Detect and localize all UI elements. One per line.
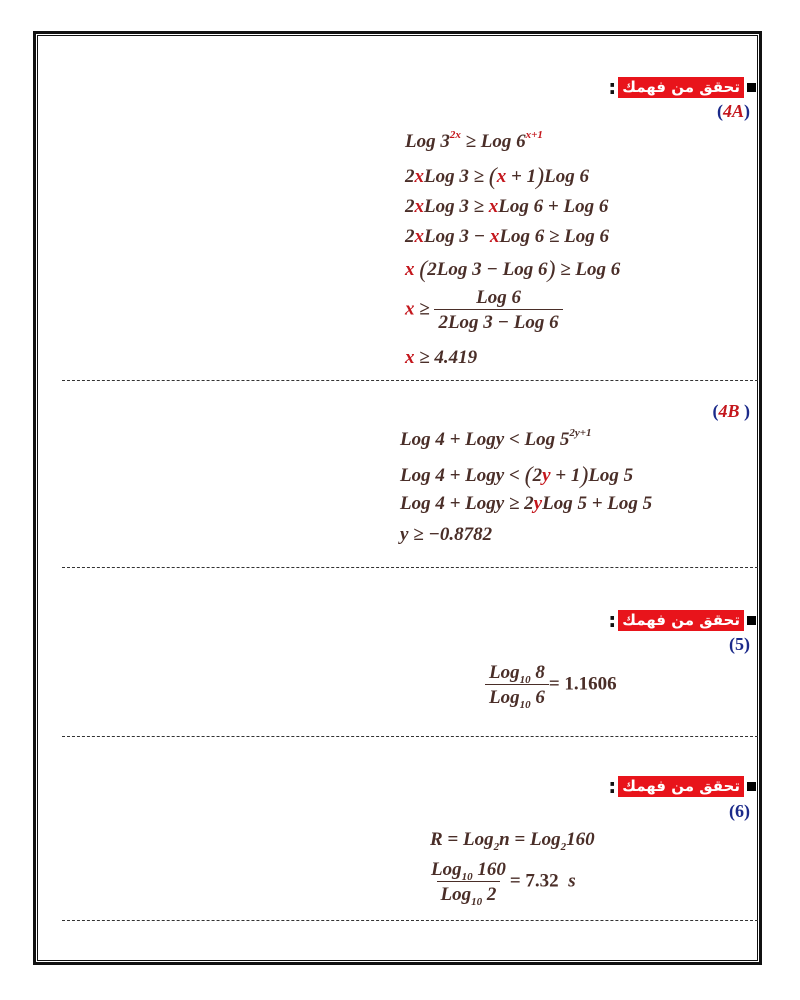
fraction: $\frac{\text{Log 6}}{\text{2Log 3 − Log 6}}$ (434, 288, 562, 332)
square-bullet-icon (747, 83, 756, 92)
section-divider (62, 380, 758, 381)
eq-4a-line6: x ≥ $\frac{\text{Log 6}}{\text{2Log 3 − Log 6}}$ (405, 288, 563, 332)
problem-number-4a: (4A) (716, 101, 750, 121)
eq-6-line2: $\frac{Log_{10} 160}{Log_{10} 2}$ = 7.32 s (427, 860, 576, 904)
section-divider (62, 736, 758, 737)
check-understanding-header-1 (608, 75, 756, 99)
header-colon: : (608, 75, 617, 99)
eq-4a-line7: x ≥ 4.419 (405, 347, 478, 368)
eq-4b-line4: y ≥ −0.8782 (400, 524, 493, 545)
problem-number-6: (6) (729, 801, 750, 821)
eq-4b-line1: Log 4 + Logy < Log $5^{2y+1}$ (400, 427, 592, 450)
fraction: $\frac{Log_{10} 160}{Log_{10} 2}$ (431, 859, 506, 908)
square-bullet-icon (747, 782, 756, 791)
fraction: $\frac{Log_{10} 8}{Log_{10} 6}$ (485, 663, 549, 707)
check-understanding-header-2: : تحقق من فهمك (608, 608, 756, 632)
eq-4a-line2: 2xLog 3 ≥ (x + 1)Log 6 (405, 164, 589, 190)
eq-4b-line2: Log 4 + Logy < (2y + 1)Log 5 (400, 463, 634, 489)
eq-4a-line4: 2xLog 3 − xLog 6 ≥ Log 6 (405, 226, 610, 247)
section-divider (62, 567, 758, 568)
eq-4a-line5: x (2Log 3 − Log 6) ≥ Log 6 (405, 257, 621, 283)
eq-6-line1: R = Log$_2$n = Log$_2$160 (430, 829, 595, 853)
square-bullet-icon (747, 616, 756, 625)
problem-number-5: (5) (729, 634, 750, 654)
problem-number-4b: (4B ) (712, 401, 750, 421)
eq-4a-line3: 2xLog 3 ≥ xLog 6 + Log 6 (405, 196, 609, 217)
eq-4b-line3: Log 4 + Logy ≥ 2yLog 5 + Log 5 (400, 493, 653, 514)
section-divider (62, 920, 758, 921)
eq-4a-line1: Log $3^{2x}$ ≥ Log $6^{x+1}$ (405, 129, 543, 152)
eq-5: $\frac{Log_{10} 8}{Log_{10} 6}$ = 1.1606 (485, 663, 617, 707)
check-understanding-header-3: : تحقق من فهمك (608, 774, 756, 798)
header-label: تحقق من فهمك (618, 77, 744, 98)
